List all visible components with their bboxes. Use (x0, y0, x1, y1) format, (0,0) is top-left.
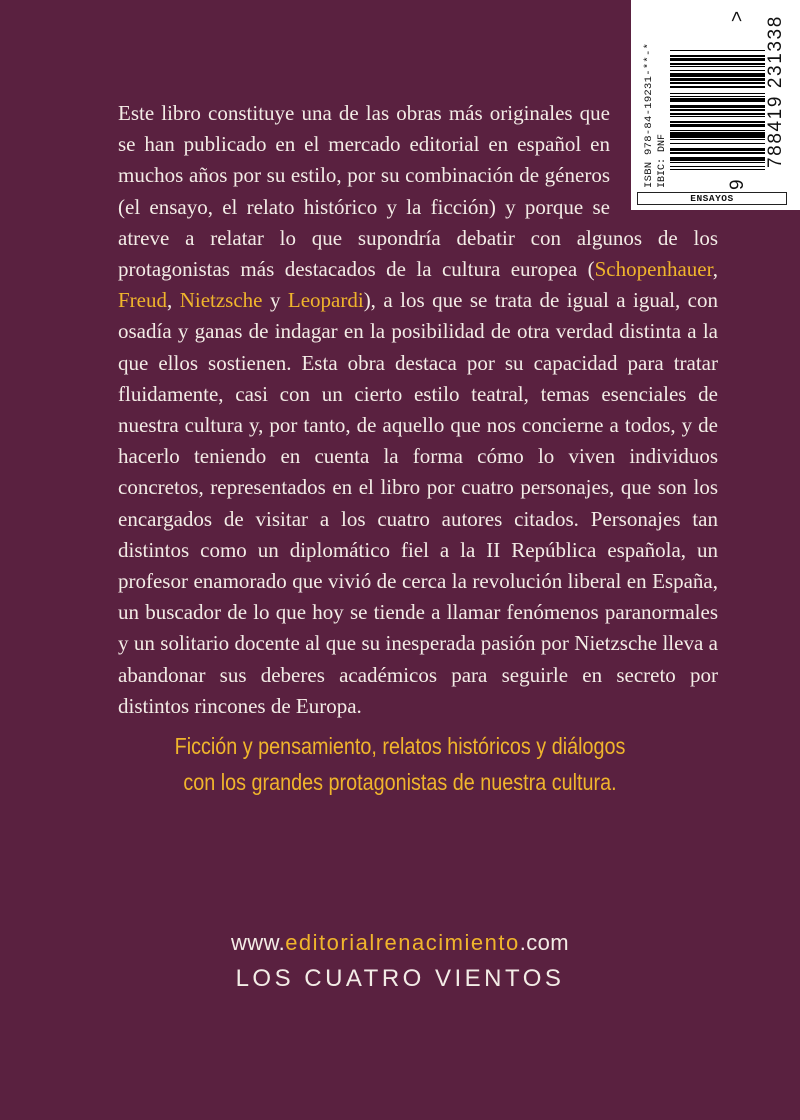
synopsis-text (118, 98, 718, 722)
isbn-label: ISBN 978-84-19231-**-* (643, 42, 655, 188)
barcode-bar (670, 93, 765, 94)
barcode-bar (670, 50, 765, 51)
barcode-bar (670, 78, 765, 81)
barcode-bar (670, 66, 765, 67)
author-schopenhauer: Schopenhauer (594, 257, 713, 282)
ean-quiet-zone-arrow: > (727, 10, 748, 22)
website-suffix: .com (519, 930, 569, 955)
website-domain: editorialrenacimiento (285, 930, 520, 955)
tagline-line-1: Ficción y pensamiento, relatos históricos y diálogos (174, 733, 626, 759)
ean-number: 788419 231338 (765, 15, 786, 168)
barcode-bar (670, 73, 765, 77)
barcode-bar (670, 86, 765, 87)
tagline (56, 728, 744, 800)
separator-1: , (712, 257, 718, 282)
author-nietzsche: Nietzsche (179, 288, 263, 313)
website-prefix: www. (231, 930, 286, 955)
separator-2: , (167, 288, 180, 313)
barcode-bar (670, 82, 765, 83)
tagline-line-2: con los grandes protagonistas de nuestra cultura. (183, 769, 617, 795)
synopsis-part-1: Este libro constituye una de las obras más originales que se han publicado en el mercado editorial en español en muchos años por su estilo, por su combinación de géneros (el ensayo, el relato histórico y la ficción) y porque se atreve a relatar lo que supondría debatir con algunos de los protagonistas más destacados de la cultura europea ( (118, 101, 718, 282)
barcode-bar (670, 70, 765, 71)
ean-lead-digit: 9 (727, 179, 748, 190)
ean-digits (727, 6, 789, 192)
author-leopardi: Leopardi (287, 288, 364, 313)
barcode-bar (670, 96, 765, 97)
barcode-bar (670, 58, 765, 61)
barcode-bar (670, 55, 765, 56)
synopsis-part-2: ), a los que se trata de igual a igual, con osadía y ganas de indagar en la posibilidad de otra verdad distinta a la que ellos sostienen. Esta obra destaca por su capacidad para tratar fluidamente, casi con un cierto estilo teatral, temas esenciales de nuestra cultura y, por tanto, de aquello que nos concierne a todos, y de hacerlo teniendo en cuenta la forma cómo lo viven individuos concretos, representados en el libro por cuatro personajes, que son los encargados de visitar a los cuatro autores citados. Personajes tan distintos como un diplomático fiel a la II República española, un profesor enamorado que vivió de cerca la revolución liberal en España, un buscador de lo que hoy se tiende a llamar fenómenos paranormales y un solitario docente al que su inesperada pasión por Nietzsche lleva a abandonar sus deberes académicos para seguirle en secreto por distintos rincones de Europa. (118, 288, 719, 718)
separator-3: y (262, 288, 288, 313)
genre-tag: ENSAYOS (637, 192, 787, 205)
collection-name: LOS CUATRO VIENTOS (235, 965, 565, 992)
barcode-text-wrap-gap (610, 98, 718, 222)
author-freud: Freud (118, 288, 167, 313)
barcode-bar (670, 63, 765, 64)
publisher-website (0, 930, 800, 956)
ibic-label: IBIC: DNF (657, 133, 668, 188)
